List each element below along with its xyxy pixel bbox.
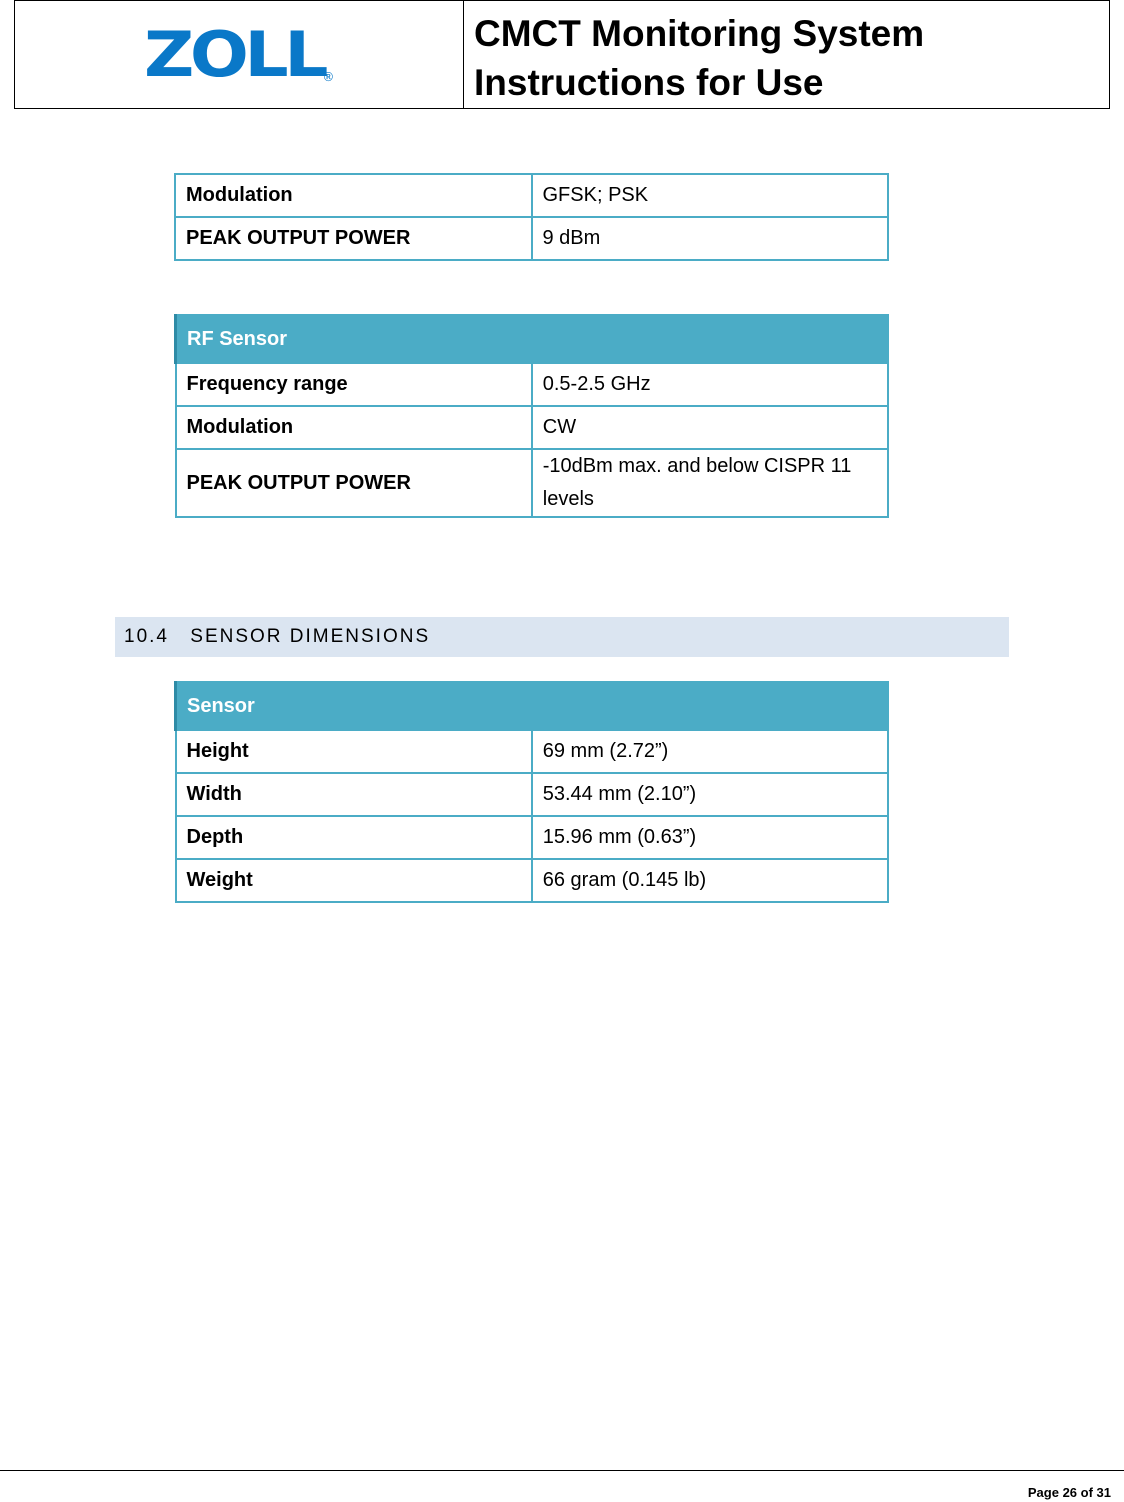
logo-wordmark: ZOLL [143,17,324,91]
row-label: PEAK OUTPUT POWER [175,217,532,260]
registered-mark: ® [322,69,335,84]
table-row [176,449,889,517]
row-label: Height [176,730,532,773]
table-header-row [176,682,889,730]
document-header [14,0,1110,109]
logo-cell [15,1,464,108]
row-label: PEAK OUTPUT POWER [176,449,532,517]
table-title: RF Sensor [176,315,889,363]
row-value: GFSK; PSK [532,174,889,217]
row-label: Weight [176,859,532,902]
table-row [176,363,889,406]
row-value: 15.96 mm (0.63”) [532,816,888,859]
row-value: 53.44 mm (2.10”) [532,773,888,816]
sensor-dimensions-table [174,681,889,903]
rf-sensor-table [174,314,889,518]
row-value: 0.5-2.5 GHz [532,363,888,406]
title-line-2: Instructions for Use [474,62,824,103]
section-title: SENSOR DIMENSIONS [190,626,431,647]
row-label: Modulation [176,406,532,449]
footer-divider [0,1470,1124,1471]
row-value: 66 gram (0.145 lb) [532,859,888,902]
row-label: Modulation [175,174,532,217]
table-row [175,174,888,217]
row-label: Depth [176,816,532,859]
section-number: 10.4 [124,626,169,647]
zoll-logo [143,17,335,91]
row-value: -10dBm max. and below CISPR 11 levels [532,449,888,517]
row-label: Width [176,773,532,816]
table-row [176,730,889,773]
page-number: Page 26 of 31 [1027,1485,1111,1500]
table-header-row [176,315,889,363]
table-title: Sensor [176,682,889,730]
table-row [176,816,889,859]
row-value: 69 mm (2.72”) [532,730,888,773]
table-row [175,217,888,260]
row-value: CW [532,406,888,449]
row-label: Frequency range [176,363,532,406]
table-row [176,773,889,816]
title-line-1: CMCT Monitoring System [474,13,925,54]
transmitter-spec-table [174,173,889,261]
table-row [176,406,889,449]
document-title [464,1,1109,108]
table-row [176,859,889,902]
section-heading [115,617,1009,657]
row-value: 9 dBm [532,217,889,260]
